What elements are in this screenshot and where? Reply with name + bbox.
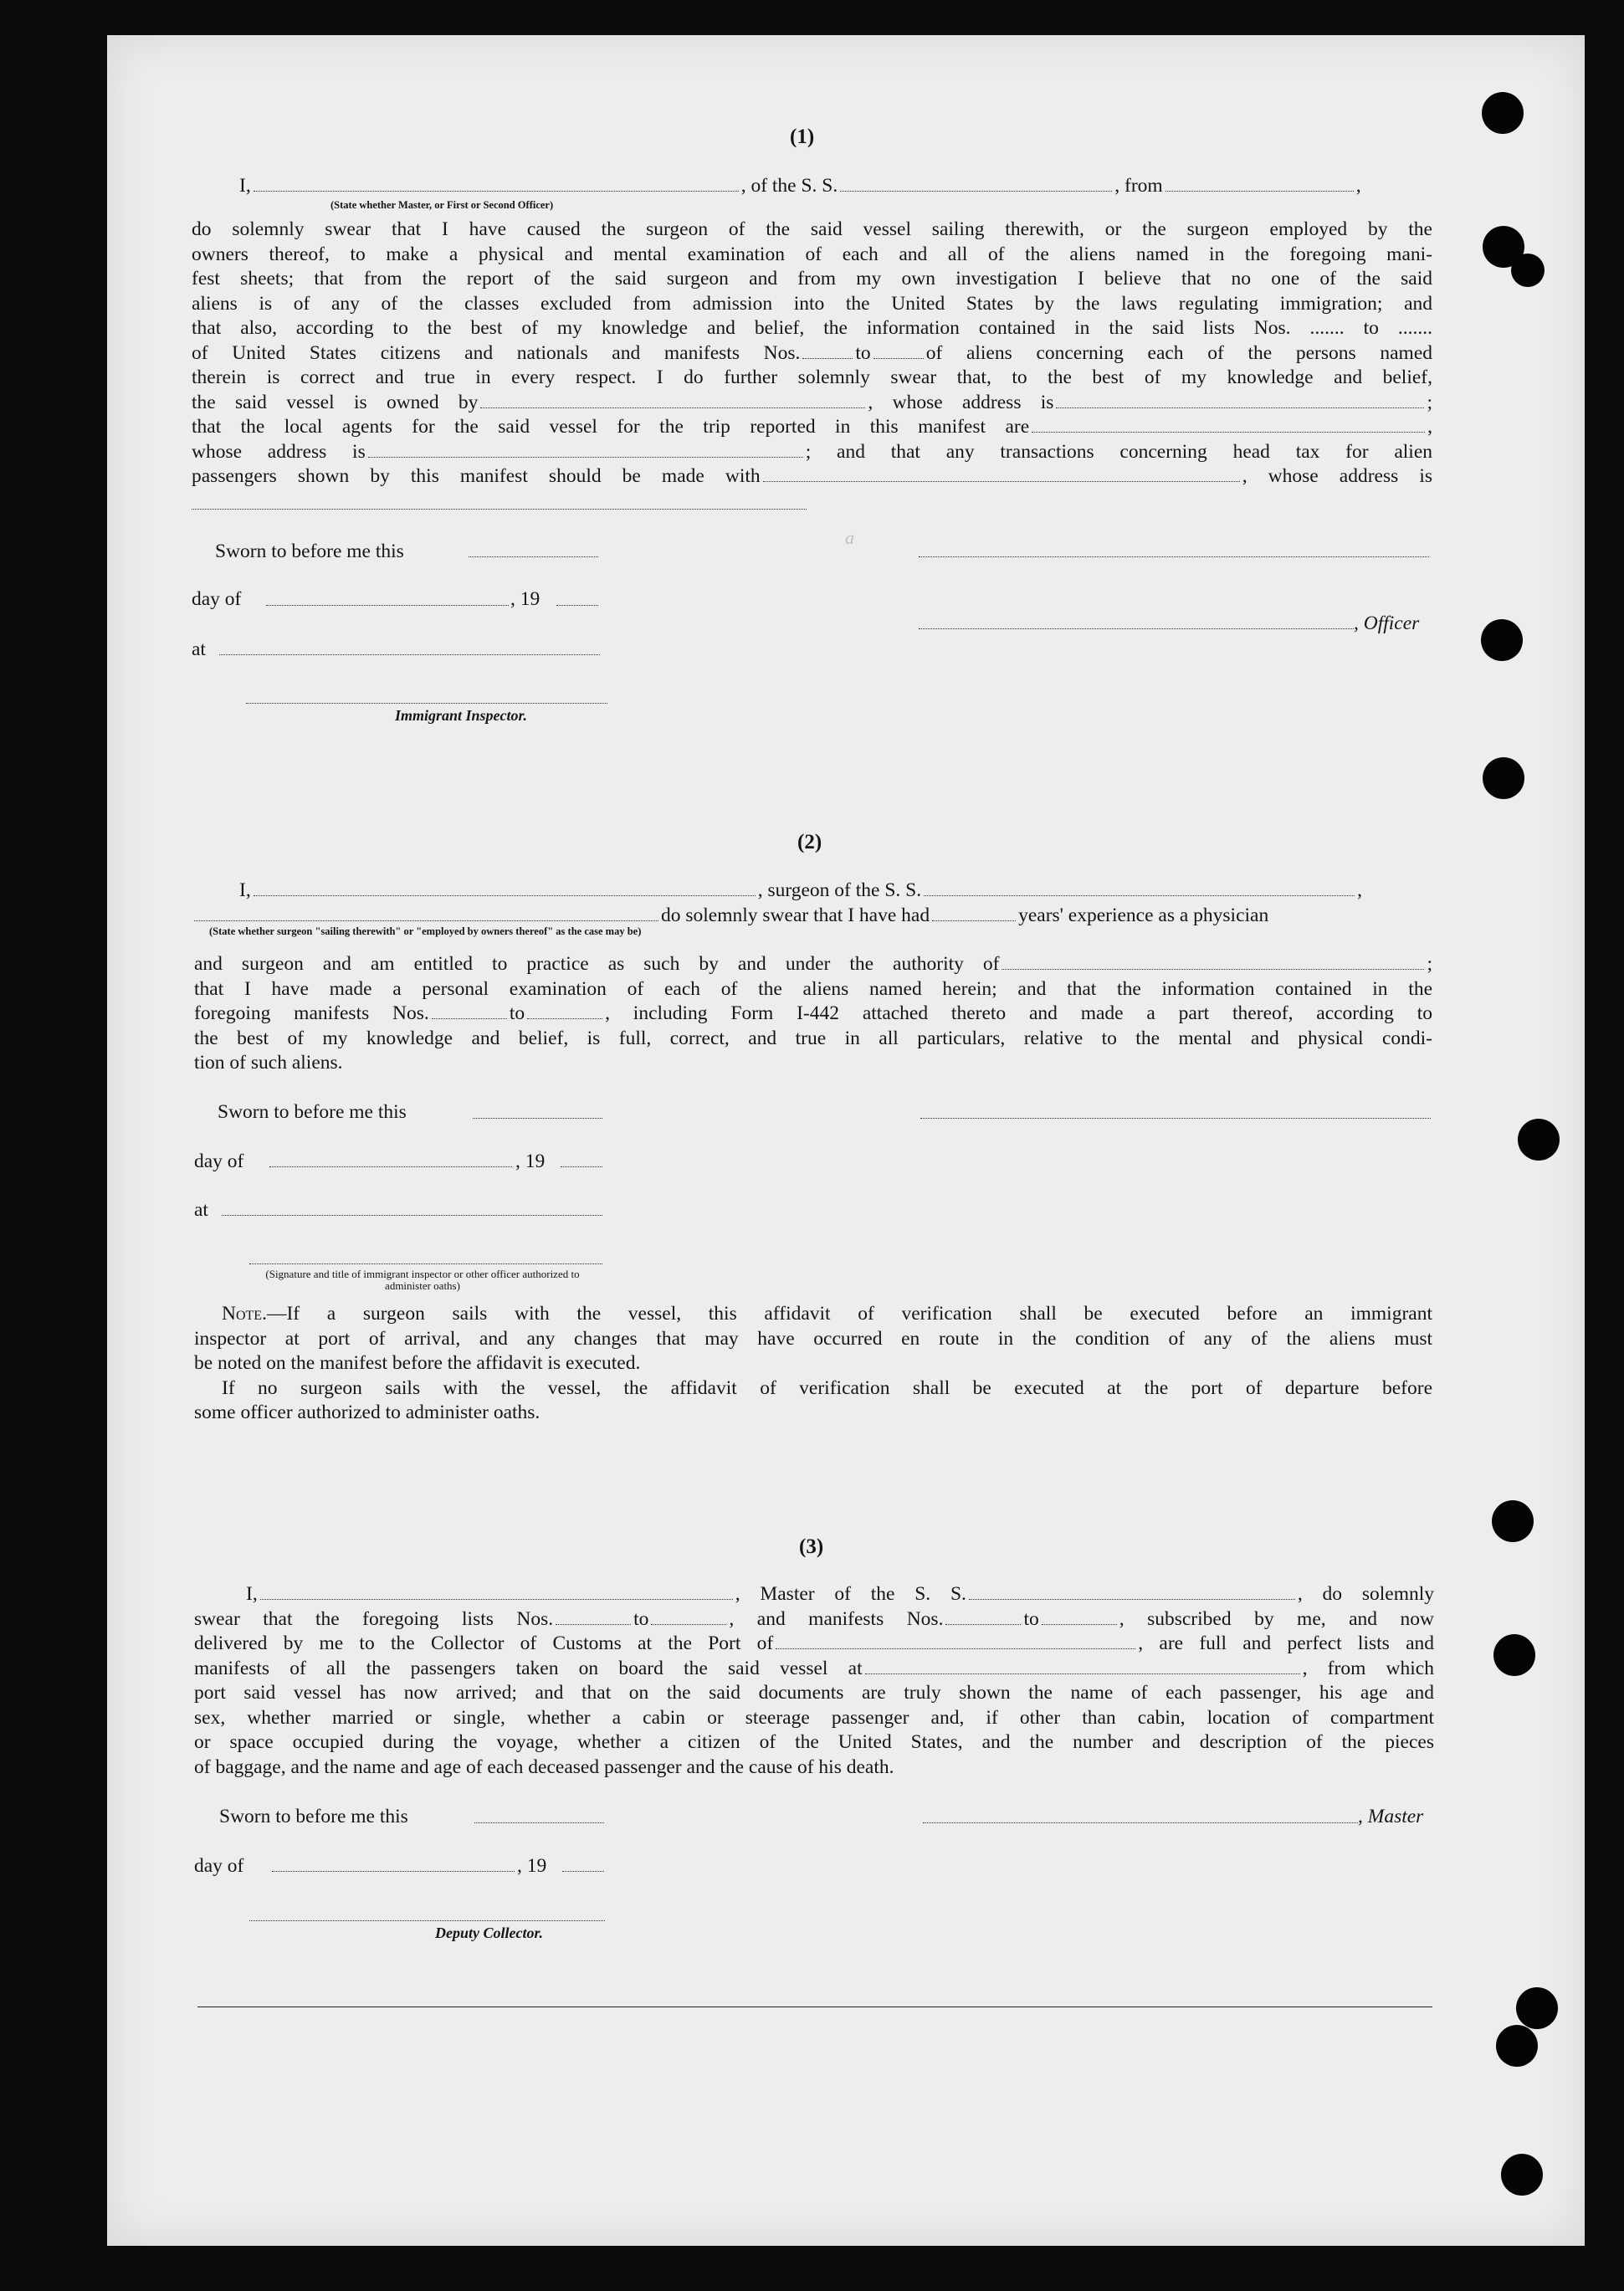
year-field[interactable]: [561, 1166, 602, 1167]
body-line: do solemnly swear that I have caused the surgeon of the said vessel sailing therewith, or the surgeon employed by the: [192, 218, 1432, 240]
body-line: of baggage, and the name and age of each deceased passenger and the cause of his death.: [194, 1755, 894, 1778]
owner-address-field[interactable]: [1056, 407, 1424, 408]
punch-hole: [1483, 757, 1524, 799]
body-line: manifests of all the passengers taken on board the said vessel at , from which: [194, 1657, 1434, 1679]
body-line: the said vessel is owned by , whose address is ;: [192, 391, 1432, 413]
master-label: , Master: [1358, 1806, 1424, 1827]
at-label: at: [194, 1199, 208, 1221]
officer-label: , Officer: [1354, 612, 1420, 634]
signature-caption: (Signature and title of immigrant inspector or other officer authorized to administer oaths): [265, 1268, 580, 1292]
sworn-date-field[interactable]: [473, 1118, 602, 1119]
label-from: , from: [1114, 175, 1163, 197]
note-paragraph: Note.—If a surgeon sails with the vessel, this affidavit of verification shall be executed before an immigrant inspector at port of arrival, and any changes that may have occurred en route in the condition of any of the aliens must be noted on the manifest before the affidavit is executed. If no surgeon sails with the vessel, the affidavit of verification shall be executed at the port of departure before some officer authorized to administer oaths.: [194, 1302, 1432, 1426]
body-line: I, , Master of the S. S. , do solemnly: [246, 1583, 1434, 1605]
surgeon-vessel-field[interactable]: [924, 895, 1355, 896]
agent-address-field[interactable]: [368, 457, 803, 458]
manifests-to-field[interactable]: [1042, 1624, 1117, 1625]
years-experience-field[interactable]: [932, 920, 1016, 921]
punch-hole: [1496, 2025, 1538, 2067]
year-field[interactable]: [562, 1871, 604, 1872]
section1-body: [192, 218, 1432, 489]
body-line: whose address is ; and that any transactions concerning head tax for alien: [192, 440, 1432, 463]
body-line: port said vessel has now arrived; and that on the said documents are truly shown the name of each passenger, his age and: [194, 1682, 1434, 1704]
vessel-name-field[interactable]: [840, 191, 1112, 192]
day-of-label: day of: [192, 588, 242, 610]
authority-field[interactable]: [1002, 969, 1424, 970]
officer-title-field[interactable]: [919, 628, 1354, 629]
deputy-caption: Deputy Collector.: [435, 1925, 543, 1941]
month-field[interactable]: [269, 1166, 512, 1167]
surgeon-caption: (State whether surgeon "sailing therewith" or "employed by owners thereof" as the case may be): [209, 925, 642, 937]
body-line: the best of my knowledge and belief, is full, correct, and true in all particulars, relative to the mental and physical condi-: [194, 1027, 1432, 1049]
punch-hole: [1501, 2154, 1543, 2196]
body-line: some officer authorized to administer oaths.: [194, 1402, 540, 1423]
punch-hole: [1493, 1634, 1535, 1676]
body-line: aliens is of any of the classes excluded from admission into the United States by the laws regulating immigration; and: [192, 292, 1432, 315]
boarding-port-field[interactable]: [865, 1673, 1300, 1674]
year-label: , 19: [515, 1151, 546, 1172]
body-line: sex, whether married or single, whether a cabin or steerage passenger and, if other than cabin, location of compartment: [194, 1706, 1434, 1729]
manifest-from-field[interactable]: [802, 358, 853, 359]
manifest-to-field[interactable]: [873, 358, 924, 359]
day-of-label: day of: [194, 1151, 244, 1172]
label-i: I,: [239, 175, 251, 197]
section3-body: [194, 1582, 1434, 1780]
body-line: foregoing manifests Nos. to , including Form I-442 attached thereto and made a part thereof, according to: [194, 1002, 1433, 1024]
section1-number: (1): [790, 126, 815, 148]
master-vessel-field[interactable]: [969, 1599, 1295, 1600]
section1-opening-line: I, , of the S. S. , from ,: [239, 175, 1361, 197]
manifests-from-field[interactable]: [432, 1018, 507, 1019]
manifests-to-field[interactable]: [527, 1018, 602, 1019]
sworn-date-field[interactable]: [474, 1822, 604, 1823]
head-tax-party-field[interactable]: [763, 481, 1240, 482]
body-line: passengers shown by this manifest should be made with , whose address is: [192, 465, 1432, 487]
surgeon-status-field[interactable]: [194, 920, 658, 921]
body-line: that the local agents for the said vessel for the trip reported in this manifest are ,: [192, 416, 1432, 438]
officer-name-field[interactable]: [254, 191, 739, 192]
inspector-signature-field[interactable]: [249, 1263, 602, 1264]
year-label: , 19: [517, 1855, 547, 1877]
punch-hole: [1482, 92, 1524, 134]
sworn-date-field[interactable]: [469, 556, 598, 557]
local-agents-field[interactable]: [1032, 432, 1425, 433]
lists-to-field[interactable]: [651, 1624, 726, 1625]
address-continuation-field[interactable]: [192, 509, 807, 510]
inspector-caption: Immigrant Inspector.: [395, 707, 528, 724]
manifests-from-field[interactable]: [945, 1624, 1021, 1625]
day-of-label: day of: [194, 1855, 244, 1877]
year-field[interactable]: [556, 605, 598, 606]
month-field[interactable]: [272, 1871, 515, 1872]
port-field[interactable]: [776, 1648, 1135, 1649]
sworn-label: Sworn to before me this: [218, 1101, 407, 1123]
body-line: or space occupied during the voyage, whether a citizen of the United States, and the number and description of the pieces: [194, 1731, 1434, 1753]
section3-number: (3): [799, 1535, 824, 1558]
punch-hole: [1511, 254, 1545, 287]
punch-hole: [1518, 1119, 1560, 1161]
owner-field[interactable]: [480, 407, 865, 408]
punch-hole: [1516, 1987, 1558, 2029]
label-of-ss: , of the S. S.: [740, 175, 838, 197]
sworn-label: Sworn to before me this: [219, 1806, 408, 1827]
at-field[interactable]: [219, 654, 600, 655]
section2-body: [194, 952, 1432, 1076]
at-label: at: [192, 638, 206, 660]
deputy-signature-field[interactable]: [249, 1920, 605, 1921]
note-label: Note.: [222, 1303, 267, 1325]
body-line: of United States citizens and nationals and manifests Nos. to of aliens concerning each of the persons named: [192, 341, 1432, 364]
surgeon-signature-field[interactable]: [920, 1118, 1431, 1119]
body-line: therein is correct and true in every respect. I do further solemnly swear that, to the best of my knowledge and belief,: [192, 366, 1432, 388]
master-signature-field[interactable]: [923, 1822, 1358, 1823]
body-line: and surgeon and am entitled to practice as such by and under the authority of ;: [194, 953, 1432, 975]
section2-number: (2): [797, 831, 822, 853]
year-label: , 19: [510, 588, 540, 610]
body-line: be noted on the manifest before the affidavit is executed.: [194, 1352, 641, 1374]
section2-line2: do solemnly swear that I have had years' experience as a physician: [192, 904, 1268, 929]
at-field[interactable]: [222, 1215, 602, 1216]
body-line: fest sheets; that from the report of the said surgeon and from my own investigation I believe that no one of the said: [192, 268, 1432, 290]
body-line: swear that the foregoing lists Nos. to , and manifests Nos. to , subscribed by me, and now: [194, 1607, 1434, 1630]
surgeon-name-field[interactable]: [254, 895, 756, 896]
body-line: that also, according to the best of my knowledge and belief, the information contained in the said lists Nos. ....... to .......: [192, 317, 1432, 339]
inspector-signature-field[interactable]: [246, 703, 607, 704]
body-line: owners thereof, to make a physical and mental examination of each and all of the aliens named in the foregoing mani-: [192, 243, 1432, 265]
master-name-field[interactable]: [260, 1599, 733, 1600]
month-field[interactable]: [266, 605, 509, 606]
body-line: tion of such aliens.: [194, 1052, 343, 1074]
officer-caption: (State whether Master, or First or Second Officer): [330, 199, 554, 211]
officer-signature-field[interactable]: [919, 556, 1429, 557]
bleed-through-text: a: [845, 527, 854, 548]
body-line: delivered by me to the Collector of Customs at the Port of , are full and perfect lists and: [194, 1632, 1435, 1654]
from-field[interactable]: [1165, 191, 1354, 192]
lists-from-field[interactable]: [556, 1624, 631, 1625]
body-line: inspector at port of arrival, and any changes that may have occurred en route in the condition of any of the aliens must: [194, 1327, 1432, 1350]
section2-opening-line: I, , surgeon of the S. S. ,: [239, 879, 1362, 901]
punch-hole: [1481, 619, 1523, 661]
body-line: that I have made a personal examination of each of the aliens named herein; and that the information contained in the: [194, 977, 1432, 1000]
punch-hole: [1492, 1500, 1534, 1542]
body-line: If no surgeon sails with the vessel, the affidavit of verification shall be executed at the port of departure before: [222, 1376, 1432, 1399]
sworn-label: Sworn to before me this: [215, 541, 404, 562]
